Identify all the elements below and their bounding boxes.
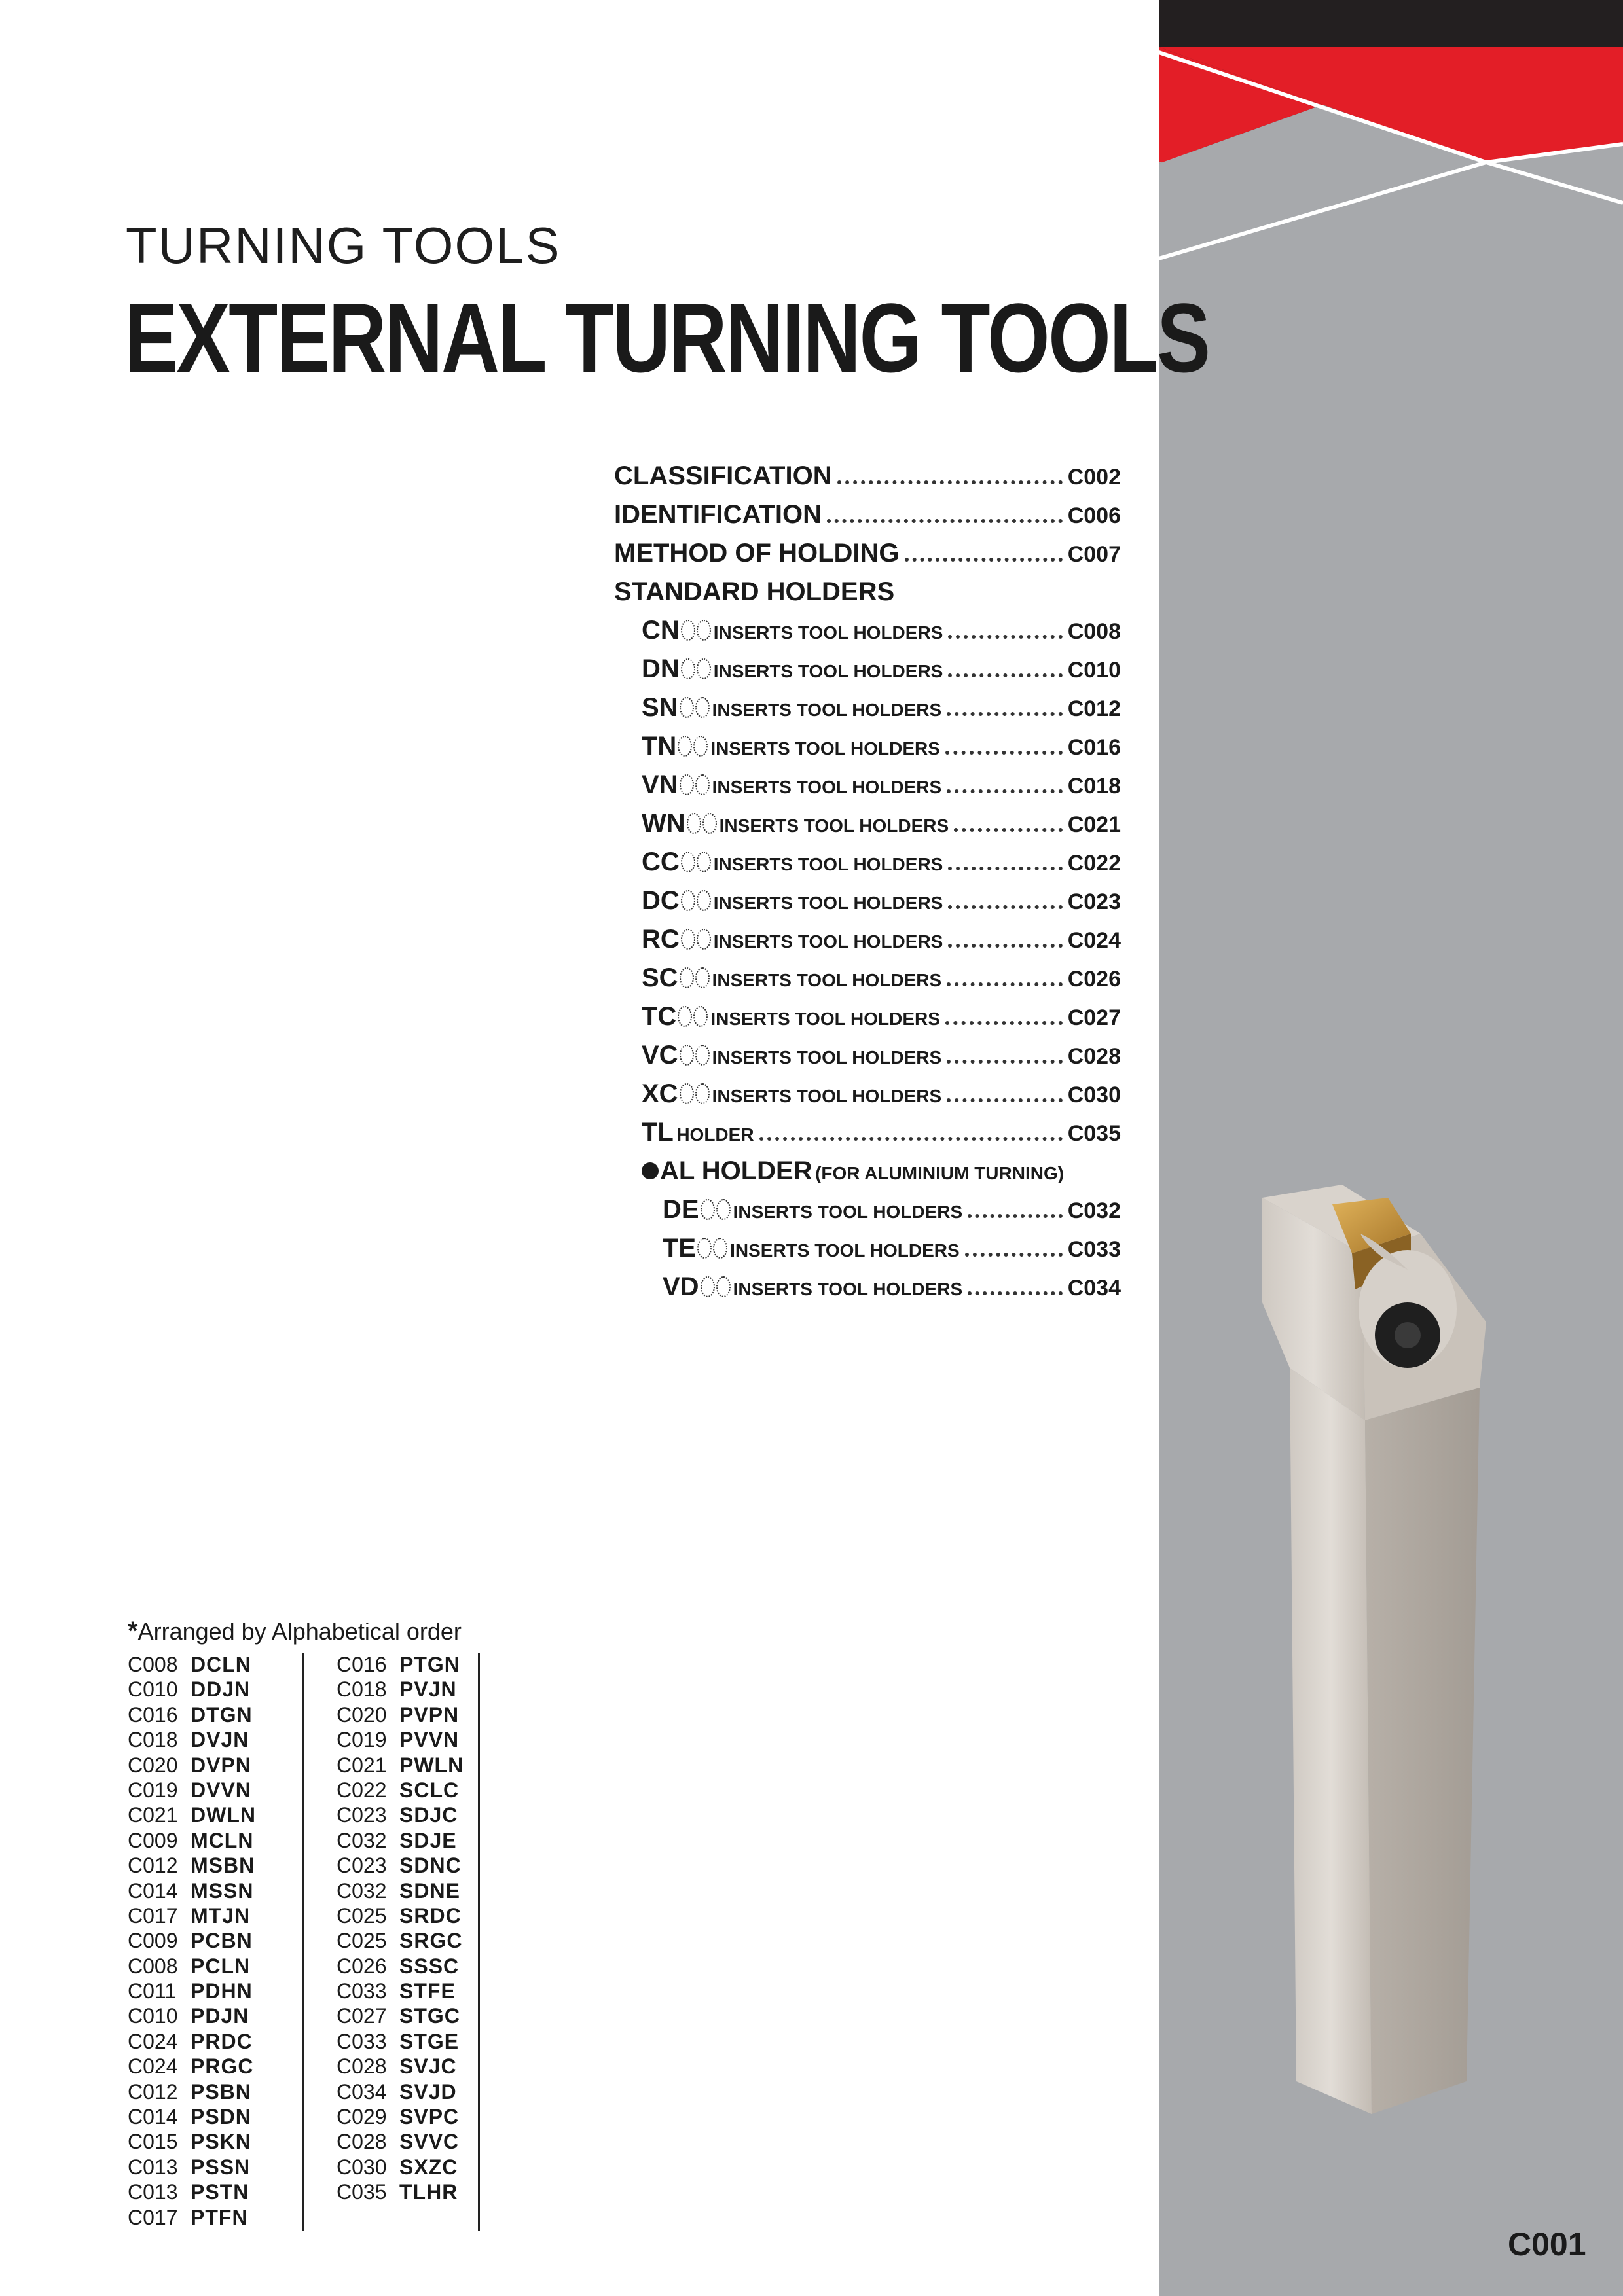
index-holder-name: DCLN: [191, 1653, 251, 1676]
dot-leader: [968, 1214, 1063, 1218]
holder-code: XC: [642, 1079, 678, 1108]
dot-leader: [945, 1021, 1063, 1025]
toc-page-ref: C007: [1067, 542, 1121, 567]
list-item: [128, 1879, 302, 1904]
index-page-ref: C026: [337, 1954, 387, 1978]
toc-entry-label: [663, 1195, 962, 1225]
index-holder-name: PWLN: [399, 1753, 464, 1777]
list-item: [128, 2054, 302, 2079]
index-page-ref: C016: [128, 1702, 178, 1727]
list-item: [304, 1879, 478, 1904]
index-page-ref: C029: [337, 2105, 387, 2129]
list-item: [304, 2180, 478, 2205]
index-page-ref: C025: [337, 1929, 387, 1953]
index-holder-name: DWLN: [191, 1803, 256, 1827]
list-item: [304, 2155, 478, 2180]
index-holder-name: STGC: [399, 2004, 460, 2028]
holder-code: TL: [642, 1118, 674, 1147]
insert-suffix: INSERTS TOOL HOLDERS: [713, 854, 943, 874]
placeholder-circles-icon: [701, 1199, 732, 1223]
toc-entry-xc-holders[interactable]: [614, 1079, 1121, 1118]
index-holder-name: SDJE: [399, 1828, 457, 1852]
toc-entry-dc-holders[interactable]: [614, 886, 1121, 925]
toc-entry-dn-holders[interactable]: [614, 655, 1121, 693]
toc-page-ref: C033: [1067, 1237, 1121, 1262]
dot-leader: [965, 1253, 1063, 1257]
insert-suffix: INSERTS TOOL HOLDERS: [710, 738, 940, 759]
index-page-ref: C032: [337, 1828, 387, 1852]
index-holder-name: SSSC: [399, 1954, 460, 1978]
list-item: [304, 2105, 478, 2130]
toc-entry-label: [642, 809, 949, 838]
holder-label: HOLDER: [676, 1124, 754, 1145]
dot-leader: [945, 751, 1063, 755]
list-item: [304, 2130, 478, 2155]
index-page-ref: C010: [128, 2004, 178, 2028]
toc-entry-label: [642, 770, 941, 800]
toc-page-ref: C035: [1067, 1121, 1121, 1146]
list-item: [128, 1703, 302, 1728]
holder-code: VC: [642, 1041, 678, 1069]
toc-entry-label: [642, 963, 941, 993]
index-holder-name: PRGC: [191, 2054, 254, 2079]
toc-entry-tn-holders[interactable]: [614, 732, 1121, 770]
note-text: Arranged by Alphabetical order: [137, 1618, 462, 1645]
index-page-ref: C012: [128, 2079, 178, 2104]
index-page-ref: C028: [337, 2054, 387, 2079]
toc-page-ref: C028: [1067, 1044, 1121, 1069]
index-page-ref: C027: [337, 2004, 387, 2028]
dot-leader: [968, 1291, 1063, 1295]
toc-entry-label: [663, 1272, 962, 1302]
alphabetical-columns: [128, 1653, 480, 2231]
list-item: [304, 1954, 478, 1979]
index-holder-name: PSSN: [191, 2155, 251, 2179]
toc-entry-vn-holders[interactable]: [614, 770, 1121, 809]
dot-leader: [837, 480, 1063, 484]
toc-entry-cn-holders[interactable]: [614, 616, 1121, 655]
index-page-ref: C024: [128, 2054, 178, 2079]
index-holder-name: PVJN: [399, 1677, 457, 1702]
toc-entry-wn-holders[interactable]: [614, 809, 1121, 848]
toc-page-ref: C022: [1067, 851, 1121, 876]
list-item: [304, 1653, 478, 1677]
toc-page-ref: C018: [1067, 774, 1121, 798]
holder-code: DC: [642, 886, 680, 915]
dot-leader: [948, 905, 1062, 909]
toc-page-ref: C034: [1067, 1276, 1121, 1300]
tool-holder-image: [1250, 1172, 1532, 2140]
placeholder-circles-icon: [680, 967, 711, 992]
insert-suffix: INSERTS TOOL HOLDERS: [712, 700, 942, 720]
al-holders-list: [614, 1195, 1121, 1311]
list-item: [304, 1929, 478, 1954]
insert-suffix: INSERTS TOOL HOLDERS: [712, 1086, 942, 1106]
placeholder-circles-icon: [681, 658, 712, 683]
toc-entry-label: [642, 925, 943, 954]
dot-leader: [947, 1098, 1063, 1102]
list-item: [128, 2004, 302, 2029]
toc-page-ref: C016: [1067, 735, 1121, 760]
index-page-ref: C025: [337, 1903, 387, 1928]
toc-page-ref: C002: [1067, 465, 1121, 490]
toc-entry-sn-holders[interactable]: [614, 693, 1121, 732]
list-item: [304, 1829, 478, 1854]
holder-code: WN: [642, 809, 685, 838]
index-holder-name: DDJN: [191, 1677, 251, 1702]
insert-suffix: INSERTS TOOL HOLDERS: [713, 661, 943, 681]
holder-code: CC: [642, 848, 680, 876]
index-page-ref: C008: [128, 1954, 178, 1978]
index-page-ref: C013: [128, 2155, 178, 2179]
alphabetical-index: [128, 1617, 480, 2231]
holder-code: TC: [642, 1002, 677, 1031]
insert-suffix: INSERTS TOOL HOLDERS: [713, 622, 943, 643]
toc-page-ref: C010: [1067, 658, 1121, 683]
toc-entry-rc-holders[interactable]: [614, 925, 1121, 963]
placeholder-circles-icon: [687, 813, 718, 837]
insert-suffix: INSERTS TOOL HOLDERS: [713, 893, 943, 913]
index-holder-name: SXZC: [399, 2155, 458, 2179]
index-holder-name: PSKN: [191, 2130, 251, 2154]
list-item: [304, 1904, 478, 1929]
list-item: [128, 1904, 302, 1929]
note-star: *: [128, 1617, 138, 1645]
placeholder-circles-icon: [681, 620, 712, 644]
holder-code: CN: [642, 616, 680, 645]
index-holder-name: PVPN: [399, 1702, 460, 1727]
list-item: [128, 1979, 302, 2004]
insert-suffix: INSERTS TOOL HOLDERS: [713, 931, 943, 952]
toc-entry-label: [642, 616, 943, 645]
index-holder-name: MSSN: [191, 1878, 254, 1903]
list-item: [128, 1653, 302, 1677]
holder-code: RC: [642, 925, 680, 954]
index-page-ref: C011: [128, 1979, 177, 2003]
index-holder-name: PCBN: [191, 1929, 253, 1953]
toc-entry-label: [642, 693, 941, 723]
toc-entry-de-holders[interactable]: [614, 1195, 1121, 1234]
placeholder-circles-icon: [681, 890, 712, 914]
insert-suffix: INSERTS TOOL HOLDERS: [710, 1009, 940, 1029]
index-holder-name: PSDN: [191, 2105, 251, 2129]
page-title: EXTERNAL TURNING TOOLS: [124, 283, 1209, 393]
toc-entry-tl-holder[interactable]: [614, 1118, 1121, 1157]
index-holder-name: MSBN: [191, 1854, 255, 1878]
toc-heading-standard-holders: [614, 577, 1121, 616]
index-page-ref: C020: [128, 1753, 178, 1777]
list-item: [128, 1778, 302, 1803]
toc-entry-cc-holders[interactable]: [614, 848, 1121, 886]
index-page-ref: C022: [337, 1778, 387, 1802]
index-holder-name: SCLC: [399, 1778, 460, 1802]
list-item: [128, 2030, 302, 2054]
index-page-ref: C013: [128, 2180, 178, 2204]
placeholder-circles-icon: [701, 1276, 732, 1300]
toc-page-ref: C023: [1067, 889, 1121, 914]
toc-page-ref: C027: [1067, 1005, 1121, 1030]
index-holder-name: SDNE: [399, 1878, 460, 1903]
toc-entry-label: [642, 848, 943, 877]
list-item: [304, 2054, 478, 2079]
index-page-ref: C010: [128, 1677, 178, 1702]
index-page-ref: C020: [337, 1702, 387, 1727]
index-holder-name: PCLN: [191, 1954, 251, 1978]
index-holder-name: DTGN: [191, 1702, 253, 1727]
placeholder-circles-icon: [681, 852, 712, 876]
insert-suffix: INSERTS TOOL HOLDERS: [712, 777, 942, 797]
placeholder-circles-icon: [678, 736, 709, 760]
placeholder-circles-icon: [697, 1238, 729, 1262]
list-item: [304, 1728, 478, 1753]
index-page-ref: C024: [128, 2029, 178, 2053]
toc-page-ref: C012: [1067, 696, 1121, 721]
placeholder-circles-icon: [681, 929, 712, 953]
holder-code: DN: [642, 655, 680, 683]
holder-code: SC: [642, 963, 678, 992]
bullet-icon: [642, 1162, 659, 1179]
index-holder-name: PSTN: [191, 2180, 249, 2204]
holder-code: VD: [663, 1272, 699, 1301]
index-page-ref: C015: [128, 2130, 178, 2154]
placeholder-circles-icon: [680, 1045, 711, 1069]
index-holder-name: PTGN: [399, 1653, 460, 1676]
toc-page-ref: C030: [1067, 1083, 1121, 1107]
index-page-ref: C018: [337, 1677, 387, 1702]
dot-leader: [954, 828, 1063, 832]
index-holder-name: SVJC: [399, 2054, 457, 2079]
list-item: [304, 1979, 478, 2004]
toc-entry-tc-holders[interactable]: [614, 1002, 1121, 1041]
list-item: [128, 2180, 302, 2205]
list-item: [304, 1803, 478, 1828]
dot-leader: [759, 1137, 1063, 1141]
al-holder-label: AL HOLDER: [660, 1157, 812, 1185]
standard-holders-list: [614, 616, 1121, 1118]
dot-leader: [947, 712, 1063, 716]
toc-entry-label: [642, 1002, 940, 1031]
list-item: [304, 1778, 478, 1803]
list-item: [304, 1854, 478, 1878]
holder-code: SN: [642, 693, 678, 722]
list-item: [304, 1703, 478, 1728]
al-holder-note: (FOR ALUMINIUM TURNING): [815, 1163, 1065, 1183]
list-item: [304, 1677, 478, 1702]
list-item: [128, 1854, 302, 1878]
holder-code: VN: [642, 770, 678, 799]
list-item: [128, 1954, 302, 1979]
index-holder-name: DVPN: [191, 1753, 251, 1777]
toc-page-ref: C026: [1067, 967, 1121, 992]
dot-leader: [948, 944, 1062, 948]
index-page-ref: C009: [128, 1929, 178, 1953]
toc-entry-classification[interactable]: [614, 461, 1121, 500]
insert-suffix: INSERTS TOOL HOLDERS: [730, 1240, 960, 1261]
index-page-ref: C034: [337, 2079, 387, 2104]
list-item: [128, 1677, 302, 1702]
insert-suffix: INSERTS TOOL HOLDERS: [719, 816, 949, 836]
index-page-ref: C033: [337, 2029, 387, 2053]
alphabetical-column-2: [304, 1653, 480, 2231]
index-page-ref: C030: [337, 2155, 387, 2179]
index-holder-name: SVVC: [399, 2130, 460, 2154]
section-kicker: TURNING TOOLS: [126, 217, 561, 274]
index-holder-name: PRDC: [191, 2029, 253, 2053]
toc-entry-label: [642, 1079, 941, 1109]
index-page-ref: C014: [128, 1878, 178, 1903]
dot-leader: [947, 1060, 1063, 1064]
index-holder-name: DVJN: [191, 1728, 249, 1752]
index-page-ref: C023: [337, 1803, 387, 1827]
toc-heading-al-holder: [614, 1157, 1121, 1195]
list-item: [128, 1753, 302, 1778]
dot-leader: [947, 982, 1063, 986]
index-holder-name: TLHR: [399, 2180, 458, 2204]
index-page-ref: C009: [128, 1828, 178, 1852]
table-of-contents: [614, 461, 1121, 1311]
insert-suffix: INSERTS TOOL HOLDERS: [733, 1202, 963, 1222]
index-holder-name: PDJN: [191, 2004, 249, 2028]
list-item: [304, 2004, 478, 2029]
dot-leader: [948, 635, 1062, 639]
index-holder-name: SRGC: [399, 1929, 463, 1953]
toc-entry-label: [642, 1041, 941, 1070]
index-page-ref: C023: [337, 1854, 387, 1878]
holder-code: TE: [663, 1234, 697, 1263]
list-item: [128, 2105, 302, 2130]
list-item: [128, 2155, 302, 2180]
dot-leader: [948, 867, 1062, 870]
index-page-ref: C017: [128, 1903, 178, 1928]
index-page-ref: C033: [337, 1979, 387, 2003]
index-holder-name: SVPC: [399, 2105, 460, 2129]
alphabetical-note: [128, 1617, 480, 1646]
index-page-ref: C019: [128, 1778, 178, 1802]
index-holder-name: SDNC: [399, 1854, 462, 1878]
list-item: [128, 2206, 302, 2231]
toc-entry-vc-holders[interactable]: [614, 1041, 1121, 1079]
toc-page-ref: C024: [1067, 928, 1121, 953]
toc-page-ref: C021: [1067, 812, 1121, 837]
alphabetical-column-1: [128, 1653, 304, 2231]
toc-entry-label: METHOD OF HOLDING: [614, 539, 900, 567]
holder-code: TN: [642, 732, 677, 761]
page-number: C001: [1508, 2226, 1586, 2263]
dot-leader: [905, 558, 1063, 562]
index-holder-name: PTFN: [191, 2205, 248, 2229]
placeholder-circles-icon: [680, 774, 711, 798]
list-item: [128, 1929, 302, 1954]
toc-entry-label: [642, 655, 943, 684]
toc-entry-sc-holders[interactable]: [614, 963, 1121, 1002]
index-page-ref: C021: [128, 1803, 178, 1827]
dot-leader: [948, 673, 1062, 677]
index-holder-name: DVVN: [191, 1778, 251, 1802]
index-holder-name: STFE: [399, 1979, 456, 2003]
toc-entry-identification[interactable]: [614, 500, 1121, 539]
toc-page-ref: C006: [1067, 503, 1121, 528]
insert-suffix: INSERTS TOOL HOLDERS: [712, 970, 942, 990]
toc-entry-label: [642, 886, 943, 916]
index-holder-name: STGE: [399, 2029, 460, 2053]
index-page-ref: C018: [128, 1728, 178, 1752]
index-page-ref: C012: [128, 1854, 178, 1878]
toc-heading-label: STANDARD HOLDERS: [614, 577, 895, 606]
insert-suffix: INSERTS TOOL HOLDERS: [712, 1047, 942, 1067]
toc-entry-label: IDENTIFICATION: [614, 500, 822, 529]
toc-page-ref: C008: [1067, 619, 1121, 644]
index-page-ref: C017: [128, 2205, 178, 2229]
list-item: [304, 1753, 478, 1778]
toc-entry-te-holders[interactable]: [614, 1234, 1121, 1272]
list-item: [304, 2080, 478, 2105]
list-item: [128, 1829, 302, 1854]
index-page-ref: C008: [128, 1653, 178, 1676]
index-holder-name: MTJN: [191, 1903, 251, 1928]
list-item: [128, 1803, 302, 1828]
index-page-ref: C014: [128, 2105, 178, 2129]
toc-entry-label: [642, 732, 940, 761]
index-holder-name: SDJC: [399, 1803, 458, 1827]
index-page-ref: C019: [337, 1728, 387, 1752]
placeholder-circles-icon: [680, 1083, 711, 1107]
index-holder-name: SRDC: [399, 1903, 462, 1928]
toc-page-ref: C032: [1067, 1198, 1121, 1223]
placeholder-circles-icon: [680, 697, 711, 721]
list-item: [128, 2130, 302, 2155]
index-holder-name: PVVN: [399, 1728, 460, 1752]
toc-entry-label: CLASSIFICATION: [614, 461, 832, 490]
holder-code: DE: [663, 1195, 699, 1224]
list-item: [304, 2030, 478, 2054]
index-holder-name: SVJD: [399, 2079, 457, 2104]
index-holder-name: PDHN: [191, 1979, 253, 2003]
index-page-ref: C028: [337, 2130, 387, 2154]
list-item: [128, 1728, 302, 1753]
toc-entry-vd-holders[interactable]: [614, 1272, 1121, 1311]
toc-entry-label: [663, 1234, 960, 1263]
dot-leader: [827, 519, 1063, 523]
index-holder-name: PSBN: [191, 2079, 251, 2104]
placeholder-circles-icon: [678, 1006, 709, 1030]
insert-suffix: INSERTS TOOL HOLDERS: [733, 1279, 963, 1299]
index-holder-name: MCLN: [191, 1828, 254, 1852]
dot-leader: [947, 789, 1063, 793]
index-page-ref: C021: [337, 1753, 387, 1777]
index-page-ref: C016: [337, 1653, 387, 1676]
toc-entry-method-of-holding[interactable]: [614, 539, 1121, 577]
list-item: [128, 2080, 302, 2105]
index-page-ref: C032: [337, 1878, 387, 1903]
index-page-ref: C035: [337, 2180, 387, 2204]
